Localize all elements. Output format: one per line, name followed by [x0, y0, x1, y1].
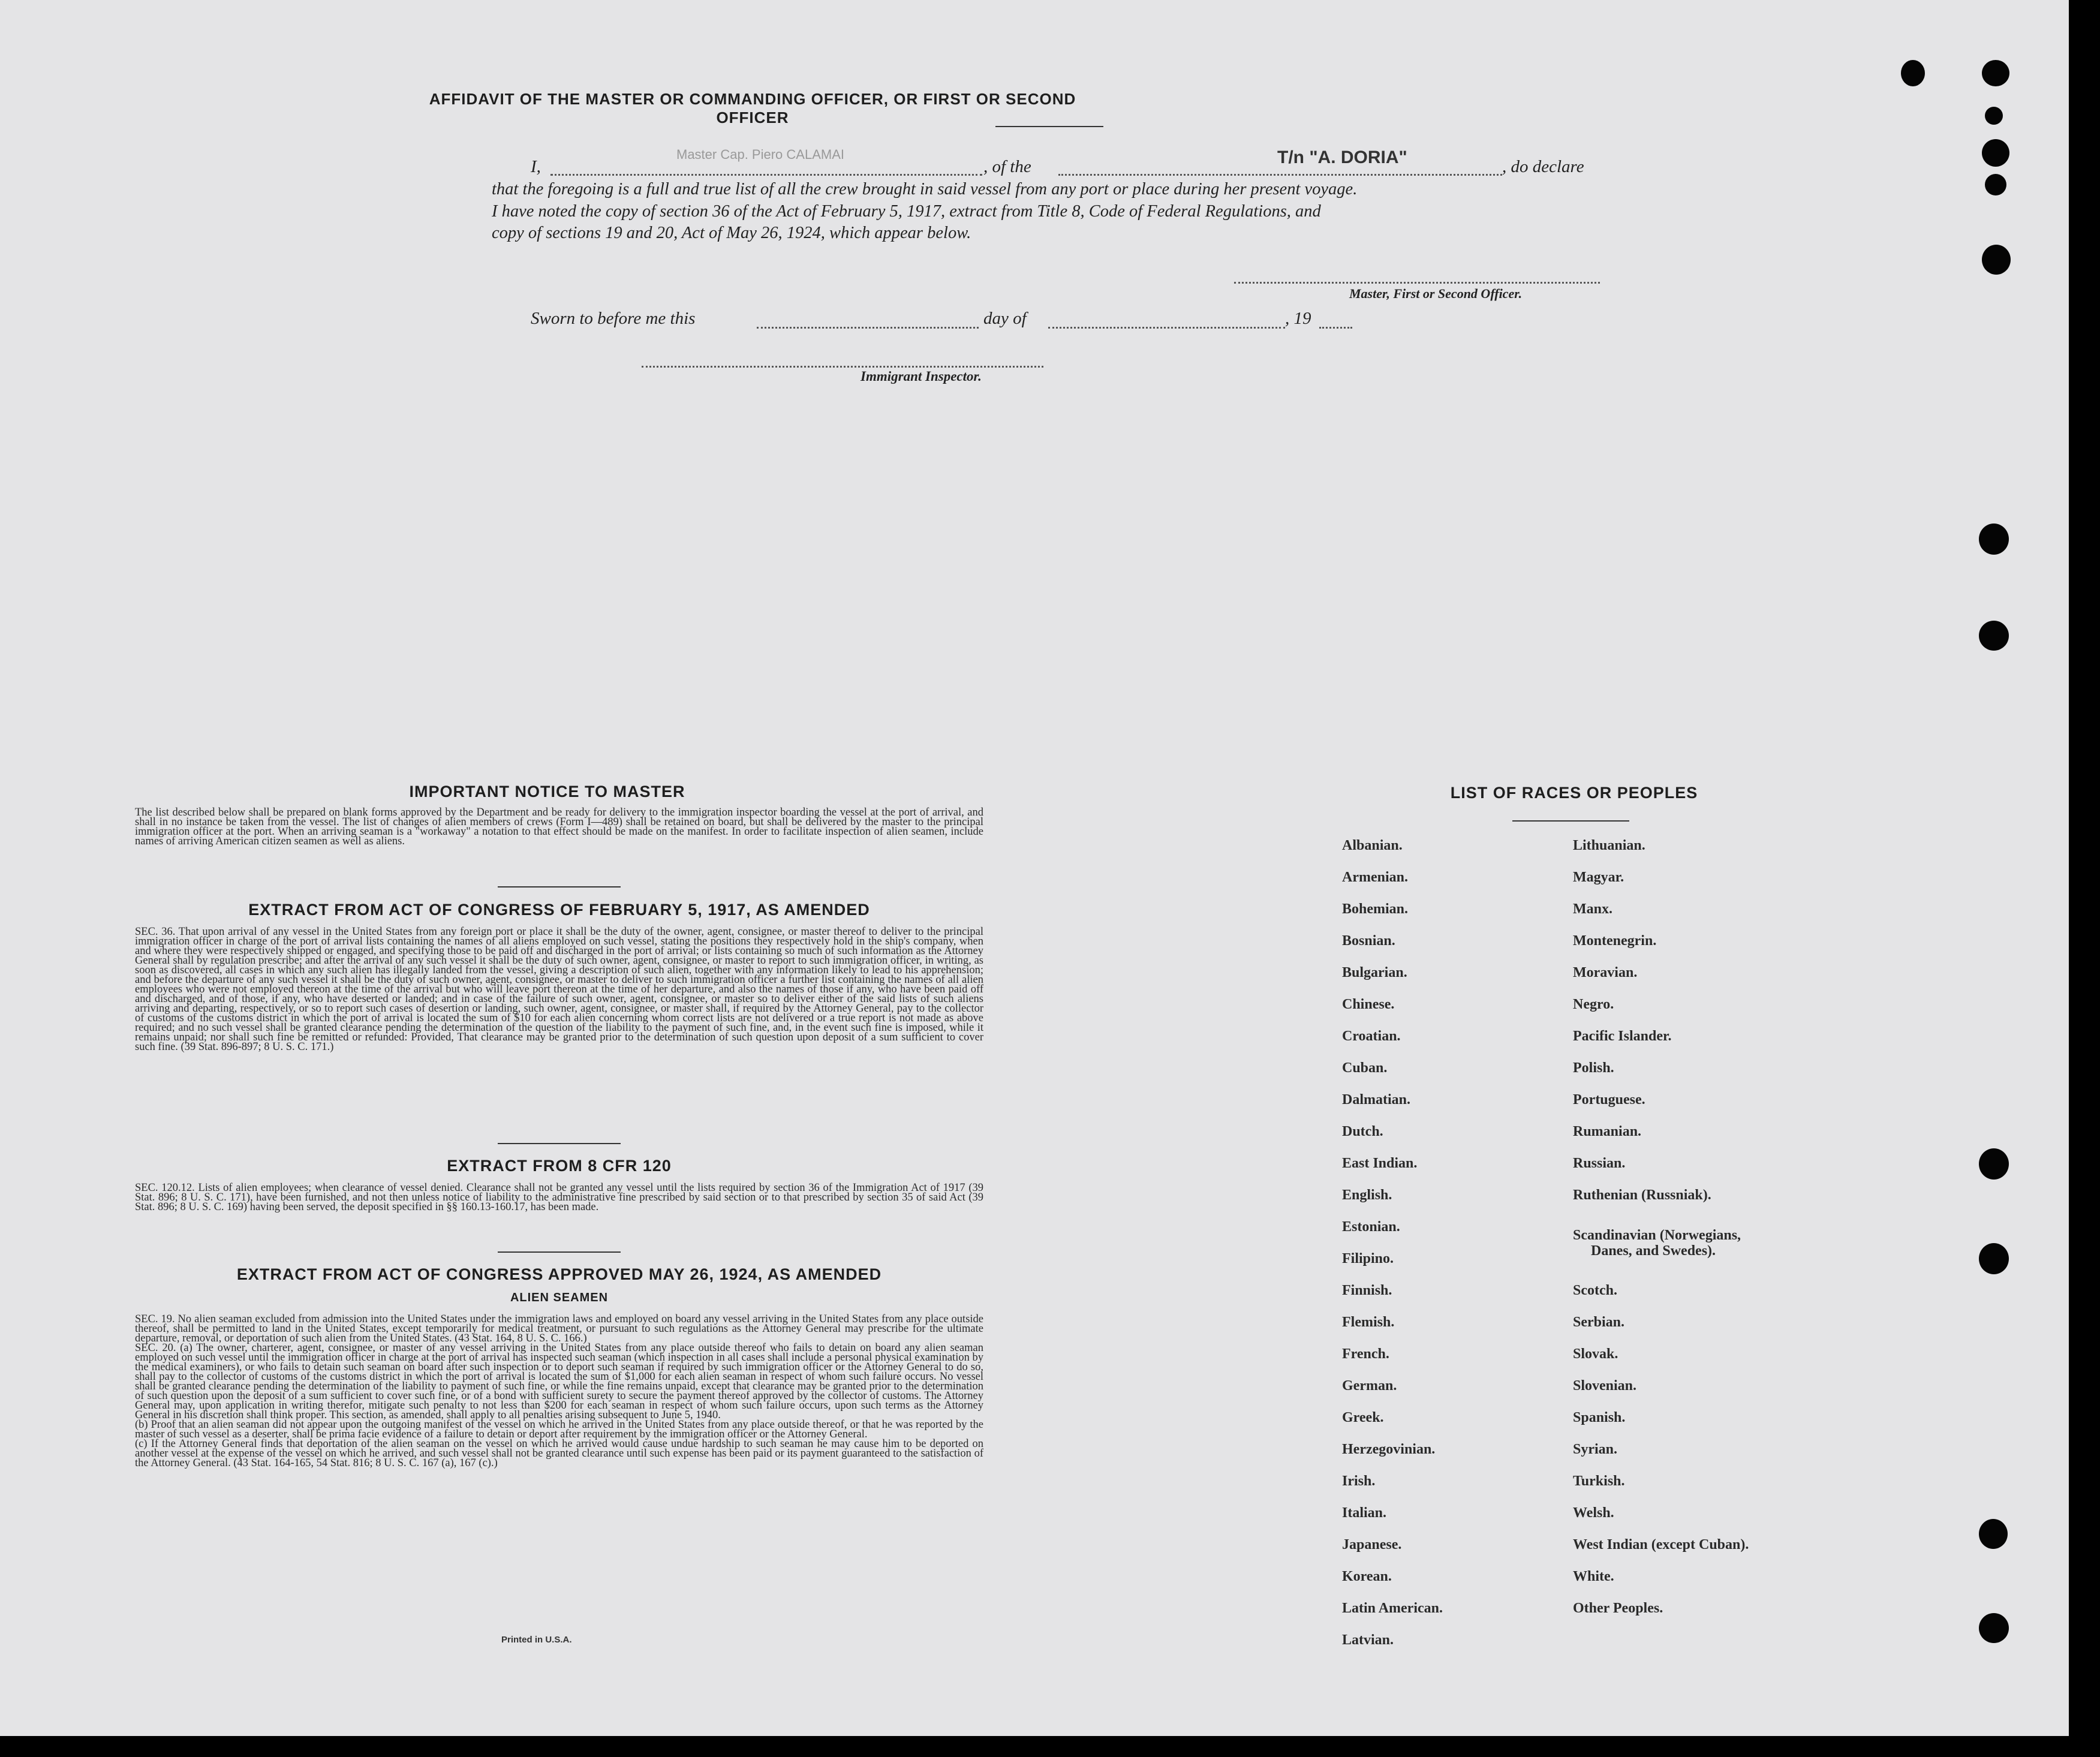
notice-body: The list described below shall be prepared on blank forms approved by the Department and be ready for delivery to the immigration inspector boarding the vessel at the port of arrival, and shall in no instance be taken from the vessel. The list of changes of alien members of crews (Form I—489) shall be retained on board, but shall be delivered by the master to the principal immigration officer at the port. When an arriving seaman is a "workaway" a notation to that effect should be made on the manifest. In order to facilitate inspection of alien seamen, include names of arriving American citizen seamen as well as aliens. [135, 807, 983, 847]
race-item: Portuguese. [1573, 1092, 1645, 1108]
race-item: Irish. [1342, 1473, 1376, 1489]
sworn-label: Sworn to before me this [531, 309, 696, 328]
affidavit-of-the: , of the [983, 157, 1031, 176]
extract-cfr-title: EXTRACT FROM 8 CFR 120 [447, 1157, 672, 1175]
race-item: Latin American. [1342, 1600, 1443, 1616]
affidavit-line-2: that the foregoing is a full and true list of all the crew brought in said vessel from any port or place during her present voyage. [492, 180, 1358, 198]
filled-master-name: Master Cap. Piero CALAMAI [676, 147, 844, 162]
race-item: East Indian. [1342, 1156, 1418, 1171]
race-item: Croatian. [1342, 1028, 1401, 1044]
race-item: Scotch. [1573, 1283, 1617, 1298]
affidavit-line-3: I have noted the copy of section 36 of the Act of February 5, 1917, extract from Title 8, Code of Federal Regulations, and [492, 202, 1321, 221]
sworn-month-blank [1048, 327, 1285, 329]
race-item: Welsh. [1573, 1505, 1614, 1521]
race-item: Syrian. [1573, 1442, 1618, 1457]
race-item: Other Peoples. [1573, 1600, 1663, 1616]
race-item: White. [1573, 1569, 1614, 1584]
extract-1917-body: SEC. 36. That upon arrival of any vessel in the United States from any foreign port or place it shall be the duty of the owner, agent, consignee, or master thereof to deliver to the principal immigration officer in charge of the port of arrival lists containing the names of all aliens employed on such vessel, stating the positions they respectively hold in the ship's company, when and where they were respectively shipped or engaged, and specifying those to be paid off and discharged in the port of arrival; or lists containing so much of such information as the Attorney General shall by regulation prescribe; and after the arrival of any such vessel it shall be the duty of such owner, agent, consignee, or master to report to such immigration officer, in writing, as soon as discovered, all cases in which any such alien has illegally landed from the vessel, giving a description of such alien, together with any information likely to lead to his apprehension; and before the departure of any such vessel it shall be the duty of such owner, agent, consignee, or master to deliver to such immigration officer a further list containing the names of all alien employees who were not employed thereon at the time of the arrival but who will leave port thereon at the time of her departure, and also the names of those if any, who have been paid off and discharged, and of those, if any, who have deserted or landed; and in case of the failure of such owner, agent, consignee, or master so to deliver either of the said lists of such aliens arriving and departing, respectively, or so to report such cases of desertion or landing, such owner, agent, consignee, or master shall, if required by the Attorney General, pay to the collector of customs of the customs district in which the port of arrival is located the sum of $10 for each alien concerning whom correct lists are not delivered or a true report is not made as above required; and no such vessel shall be granted clearance pending the determination of the question of the liability to the payment of such fine, and, in the event such fine is imposed, while it remains unpaid; nor shall such fine be remitted or refunded: Provided, That clearance may be granted prior to the determination of such question upon deposit of a sum sufficient to cover such fine. (39 Stat. 896-897; 8 U. S. C. 171.) [135, 926, 983, 1053]
race-item: Korean. [1342, 1569, 1392, 1584]
race-item: Russian. [1573, 1156, 1626, 1171]
inspector-signature-line [642, 366, 1043, 368]
section-19: SEC. 19. No alien seaman excluded from admission into the United States under the immigration laws and employed on board any vessel arriving in the United States from any place outside thereof, shall be permitted to land in the United States, except temporarily for medical treatment, or pursuant to such regulations as the Attorney General may prescribe for the ultimate departure, removal, or deportation of such alien from the United States. (43 Stat. 164, 8 U. S. C. 166.) [135, 1313, 983, 1344]
extract-1924-title: EXTRACT FROM ACT OF CONGRESS APPROVED MAY 26, 1924, AS AMENDED [236, 1265, 882, 1283]
race-item: Bohemian. [1342, 901, 1409, 917]
race-item: Japanese. [1342, 1537, 1402, 1553]
race-item: Greek. [1342, 1410, 1384, 1425]
punch-hole [1982, 245, 2011, 275]
race-item: Cuban. [1342, 1060, 1388, 1076]
master-signature-label: Master, First or Second Officer. [1349, 286, 1523, 301]
inspector-label: Immigrant Inspector. [861, 369, 982, 384]
extract-1924-body [135, 1314, 983, 1468]
race-item: Spanish. [1573, 1410, 1626, 1425]
race-item: Dutch. [1342, 1124, 1383, 1139]
year-label: , 19 [1285, 309, 1311, 328]
race-item: Bosnian. [1342, 933, 1395, 949]
section-20-b: (b) Proof that an alien seaman did not appear upon the outgoing manifest of the vessel on which he arrived in the United States from any place outside thereof, or that he was reported by the master of such vessel as a deserter, shall be prima facie evidence of a failure to detain or deport after requirement by the immigration officer or the Attorney General. [135, 1419, 983, 1440]
section-20: SEC. 20. (a) The owner, charterer, agent, consignee, or master of any vessel arriving in the United States from any place outside thereof who fails to detain on board any alien seaman employed on such vessel until the immigration officer in charge at the port of arrival has inspected such seaman (which inspection in all cases shall include a personal physical examination by the medical examiners), or who fails to detain such seaman on board after such inspection or to deport such seaman if required by such immigration officer or the Attorney General to do so, shall pay to the collector of customs of the customs district in which the port of arrival is located the sum of $1,000 for each alien seaman in respect of whom such failure occurs. No vessel shall be granted clearance pending the determination of the liability to payment of such fine, or while the fine remains unpaid, except that clearance may be granted prior to the determination of such question upon the deposit of a sum sufficient to cover such fine, or of a bond with sufficient surety to secure the payment thereof approved by the collector of customs. The Attorney General may, upon application in writing therefor, mitigate such penalty to not less than $200 for each seaman in respect of whom such failure occurs, upon such terms as the Attorney General in his discretion shall think proper. This section, as amended, shall apply to all penalties arising subsequent to June 5, 1940. [135, 1342, 983, 1421]
race-item: French. [1342, 1346, 1389, 1362]
extract-cfr-body: SEC. 120.12. Lists of alien employees; when clearance of vessel denied. Clearance shall not be granted any vessel until the lists required by section 36 of the Immigration Act of 1917 (39 Stat. 896; 8 U. S. C. 171), have been furnished, and not then unless notice of liability to the administrative fine prescribed by said section or to that prescribed by section 35 of said Act (39 Stat. 896; 8 U. S. C. 169) having been served, the deposit specified in §§ 160.13-160.17, has been made. [135, 1182, 983, 1213]
divider [498, 1143, 621, 1144]
race-item: Estonian. [1342, 1219, 1400, 1235]
vessel-blank [1058, 174, 1502, 176]
race-item: Italian. [1342, 1505, 1387, 1521]
race-item: German. [1342, 1378, 1397, 1394]
notice-title: IMPORTANT NOTICE TO MASTER [409, 783, 685, 801]
race-item: Finnish. [1342, 1283, 1392, 1298]
race-item: Scandinavian (Norwegians, [1573, 1228, 1741, 1243]
divider [498, 886, 621, 887]
race-item: Albanian. [1342, 838, 1403, 853]
race-item: Dalmatian. [1342, 1092, 1410, 1108]
affidavit-title: AFFIDAVIT OF THE MASTER OR COMMANDING OFFICER, OR FIRST OR SECOND OFFICER [429, 90, 1076, 127]
race-item: Serbian. [1573, 1314, 1625, 1330]
day-of-label: day of [983, 309, 1027, 328]
race-item: Bulgarian. [1342, 965, 1407, 980]
punch-hole [1979, 1613, 2009, 1643]
affidavit-line-4: copy of sections 19 and 20, Act of May 26, 1924, which appear below. [492, 224, 971, 242]
punch-hole [1979, 1519, 2008, 1549]
year-blank [1319, 327, 1352, 329]
race-item: Latvian. [1342, 1632, 1394, 1648]
race-item: Negro. [1573, 997, 1614, 1012]
punch-hole [1982, 60, 2009, 86]
race-item: Armenian. [1342, 870, 1408, 885]
affidavit-i: I, [531, 157, 541, 176]
race-item: Ruthenian (Russniak). [1573, 1187, 1711, 1203]
divider [995, 126, 1103, 127]
punch-hole [1982, 139, 2009, 167]
race-item: Danes, and Swedes). [1591, 1243, 1716, 1259]
race-item: Lithuanian. [1573, 838, 1645, 853]
affidavit-do-declare: , do declare [1502, 157, 1584, 176]
race-item: Magyar. [1573, 870, 1624, 885]
extract-1924-subtitle: ALIEN SEAMEN [510, 1291, 609, 1304]
race-item: Filipino. [1342, 1251, 1394, 1266]
punch-hole [1985, 174, 2006, 195]
sworn-day-blank [757, 327, 979, 329]
race-item: English. [1342, 1187, 1392, 1203]
punch-hole [1979, 524, 2009, 555]
section-20-c: (c) If the Attorney General finds that deportation of the alien seaman on the vessel on which he arrived would cause undue hardship to such seaman he may cause him to be deported on another vessel at the expense of the vessel on which he arrived, and such vessel shall not be granted clearance until such expense has been paid or its payment guaranteed to the satisfaction of the Attorney General. (43 Stat. 164-165, 54 Stat. 816; 8 U. S. C. 167 (a), 167 (c).) [135, 1438, 983, 1469]
race-item: West Indian (except Cuban). [1573, 1537, 1749, 1553]
race-item: Flemish. [1342, 1314, 1395, 1330]
race-item: Polish. [1573, 1060, 1614, 1076]
race-item: Manx. [1573, 901, 1612, 917]
punch-hole [1979, 1148, 2009, 1180]
race-item: Moravian. [1573, 965, 1638, 980]
punch-hole [1901, 60, 1925, 86]
master-signature-line [1234, 282, 1600, 284]
race-item: Slovenian. [1573, 1378, 1637, 1394]
divider [498, 1251, 621, 1253]
race-item: Pacific Islander. [1573, 1028, 1672, 1044]
race-item: Rumanian. [1573, 1124, 1642, 1139]
race-item: Slovak. [1573, 1346, 1618, 1362]
extract-1917-title: EXTRACT FROM ACT OF CONGRESS OF FEBRUARY 5, 1917, AS AMENDED [248, 901, 870, 919]
race-item: Chinese. [1342, 997, 1395, 1012]
name-blank [550, 174, 982, 176]
filled-vessel-name: T/n "A. DORIA" [1277, 148, 1407, 167]
race-item: Turkish. [1573, 1473, 1625, 1489]
races-title: LIST OF RACES OR PEOPLES [1450, 784, 1698, 802]
divider [1512, 820, 1629, 822]
printed-in-usa: Printed in U.S.A. [501, 1635, 572, 1645]
race-item: Montenegrin. [1573, 933, 1657, 949]
punch-hole [1979, 1243, 2009, 1274]
punch-hole [1985, 107, 2003, 125]
race-item: Herzegovinian. [1342, 1442, 1436, 1457]
punch-hole [1979, 621, 2009, 651]
